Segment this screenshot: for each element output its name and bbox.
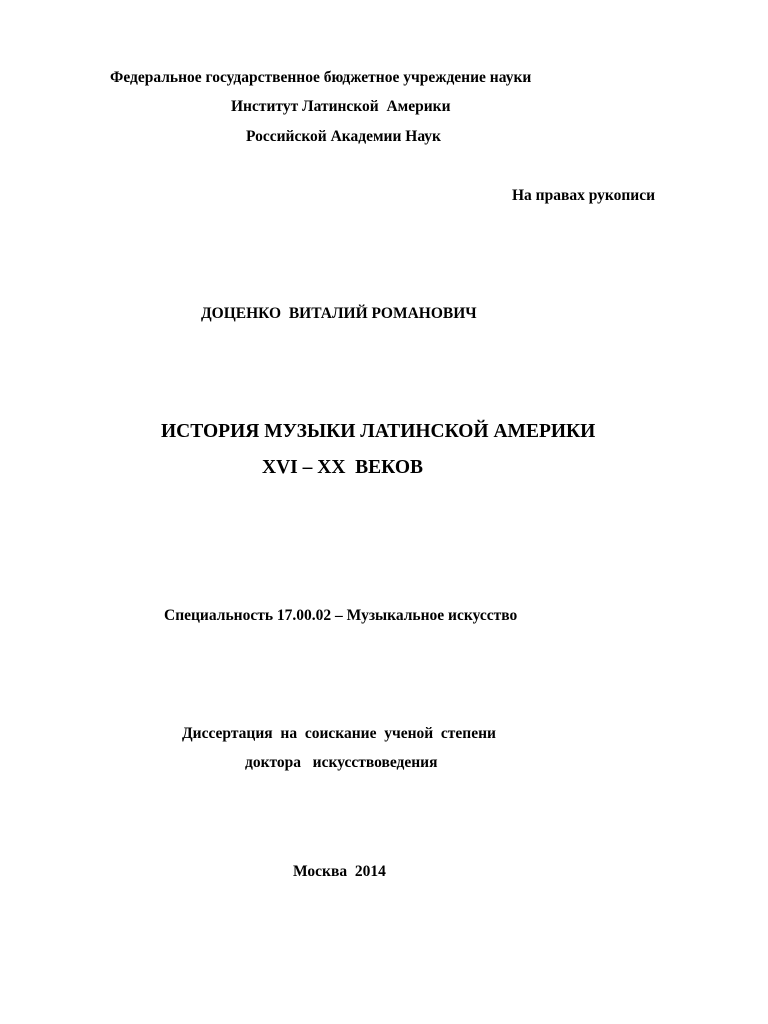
degree-line-1: Диссертация на соискание ученой степени [182, 725, 496, 742]
specialty-line: Специальность 17.00.02 – Музыкальное искусство [164, 607, 518, 624]
title-line-1: ИСТОРИЯ МУЗЫКИ ЛАТИНСКОЙ АМЕРИКИ [161, 421, 596, 442]
organization-line: Федеральное государственное бюджетное учреждение науки [110, 69, 532, 86]
place-year: Москва 2014 [293, 863, 386, 880]
author-name: ДОЦЕНКО ВИТАЛИЙ РОМАНОВИЧ [201, 305, 477, 322]
institute-line: Институт Латинской Америки [231, 98, 451, 115]
rights-note: На правах рукописи [512, 187, 656, 204]
academy-line: Российской Академии Наук [246, 128, 441, 145]
degree-line-2: доктора искусствоведения [245, 754, 438, 771]
title-line-2: XVI – XX ВЕКОВ [262, 457, 424, 478]
